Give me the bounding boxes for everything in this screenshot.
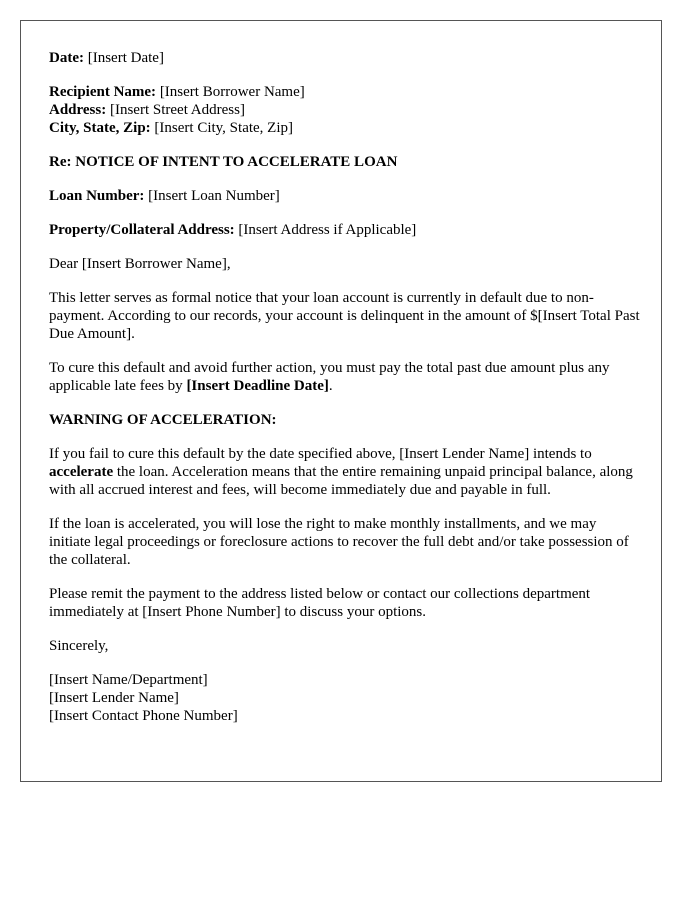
signature-phone: [Insert Contact Phone Number]: [49, 708, 238, 724]
paragraph-default-notice: This letter serves as formal notice that your loan account is currently in default due to non-payment. According to our records, your account is delinquent in the amount of $[Insert Total Past Due Amount].: [49, 290, 640, 342]
city-line: [49, 119, 641, 137]
loan-number-label: Loan Number:: [49, 188, 145, 204]
paragraph-consequences: If the loan is accelerated, you will lose the right to make monthly installments, and we may initiate legal proceedings or foreclosure actions to recover the full debt and/or take possession of the collateral.: [49, 516, 629, 568]
date-label: Date:: [49, 50, 84, 66]
cure-end: .: [328, 378, 333, 394]
city-value: [Insert City, State, Zip]: [154, 120, 294, 136]
signature-lender: [Insert Lender Name]: [49, 690, 179, 706]
loan-number-line: [49, 187, 641, 205]
acceleration-text-start: If you fail to cure this default by the date specified above, [Insert Lender Name] intends to: [49, 446, 592, 462]
deadline-date: [Insert Deadline Date]: [186, 378, 329, 394]
paragraph-cure: [49, 359, 641, 395]
date-line: [49, 49, 641, 67]
address-label: Address:: [49, 102, 107, 118]
loan-number-value: [Insert Loan Number]: [148, 188, 280, 204]
recipient-line: [49, 83, 641, 101]
salutation: Dear [Insert Borrower Name],: [49, 256, 231, 272]
closing: Sincerely,: [49, 638, 109, 654]
subject-line: Re: NOTICE OF INTENT TO ACCELERATE LOAN: [49, 154, 398, 170]
warning-heading: WARNING OF ACCELERATION:: [49, 412, 277, 428]
accelerate-word: accelerate: [49, 464, 114, 480]
signature-name: [Insert Name/Department]: [49, 672, 208, 688]
address-value: [Insert Street Address]: [109, 102, 245, 118]
property-label: Property/Collateral Address:: [49, 222, 235, 238]
property-value: [Insert Address if Applicable]: [238, 222, 417, 238]
recipient-label: Recipient Name:: [49, 84, 157, 100]
paragraph-remit: Please remit the payment to the address listed below or contact our collections department immediately at [Insert Phone Number] to discuss your options.: [49, 586, 591, 620]
property-line: [49, 221, 641, 239]
cure-text: To cure this default and avoid further action, you must pay the total past due amount plus any applicable late fees by: [49, 360, 610, 394]
letter-document: [20, 20, 662, 782]
paragraph-acceleration: [49, 445, 641, 499]
date-value: [Insert Date]: [87, 50, 164, 66]
recipient-value: [Insert Borrower Name]: [159, 84, 305, 100]
city-label: City, State, Zip:: [49, 120, 151, 136]
address-line: [49, 101, 641, 119]
acceleration-text-end: the loan. Acceleration means that the entire remaining unpaid principal balance, along with all accrued interest and fees, will become immediately due and payable in full.: [49, 464, 633, 498]
